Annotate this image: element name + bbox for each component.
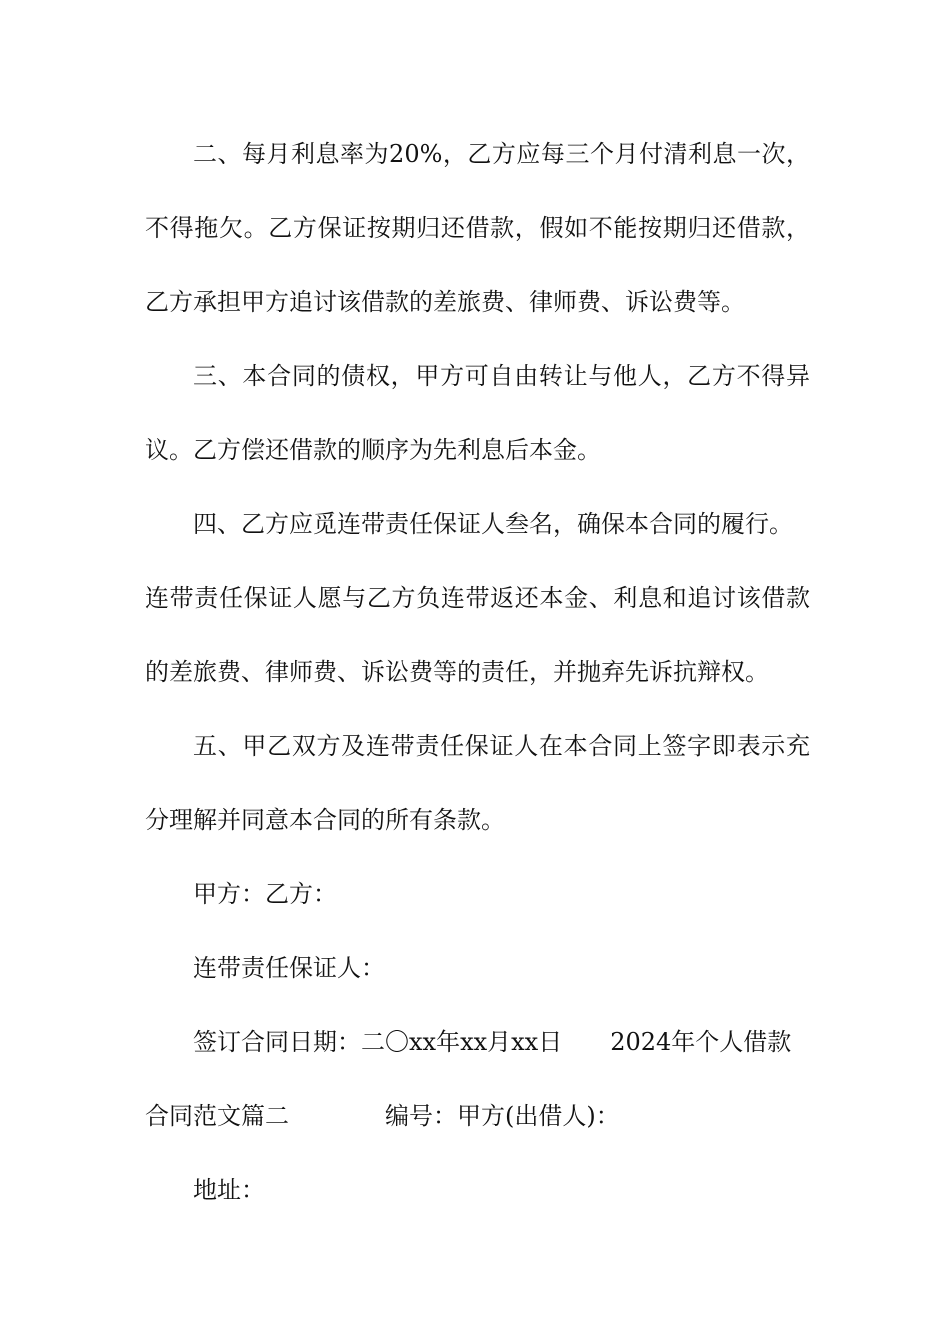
clause-2-line-2: 不得拖欠。乙方保证按期归还借款，假如不能按期归还借款，: [145, 214, 810, 242]
contract-number-lender: 编号：甲方(出借人)：: [385, 1102, 620, 1130]
signing-date: 签订合同日期：二〇xx年xx月xx日: [193, 1028, 563, 1056]
clause-4-line-2: 连带责任保证人愿与乙方负连带返还本金、利息和追讨该借款: [145, 584, 810, 612]
address-label: 地址：: [193, 1176, 265, 1204]
clause-3-line-2: 议。乙方偿还借款的顺序为先利息后本金。: [145, 436, 601, 464]
next-title-part-1: 2024年个人借款: [610, 1028, 792, 1056]
clause-3-line-1: 三、本合同的债权，甲方可自由转让与他人，乙方不得异: [193, 362, 810, 390]
signature-parties: 甲方：乙方：: [193, 880, 337, 908]
clause-2-line-1: 二、每月利息率为20%，乙方应每三个月付清利息一次，: [193, 140, 810, 168]
next-title-line: [145, 1098, 810, 1134]
signing-date-line: [193, 1024, 810, 1060]
clause-5-line-2: 分理解并同意本合同的所有条款。: [145, 806, 505, 834]
signature-guarantor: 连带责任保证人：: [193, 954, 385, 982]
clause-4-line-3: 的差旅费、律师费、诉讼费等的责任，并抛弃先诉抗辩权。: [145, 658, 769, 686]
clause-4-line-1: 四、乙方应觅连带责任保证人叁名，确保本合同的履行。: [193, 510, 793, 538]
clause-2-line-3: 乙方承担甲方追讨该借款的差旅费、律师费、诉讼费等。: [145, 288, 745, 316]
clause-5-line-1: 五、甲乙双方及连带责任保证人在本合同上签字即表示充: [193, 732, 810, 760]
next-title-part-2: 合同范文篇二: [145, 1102, 289, 1130]
